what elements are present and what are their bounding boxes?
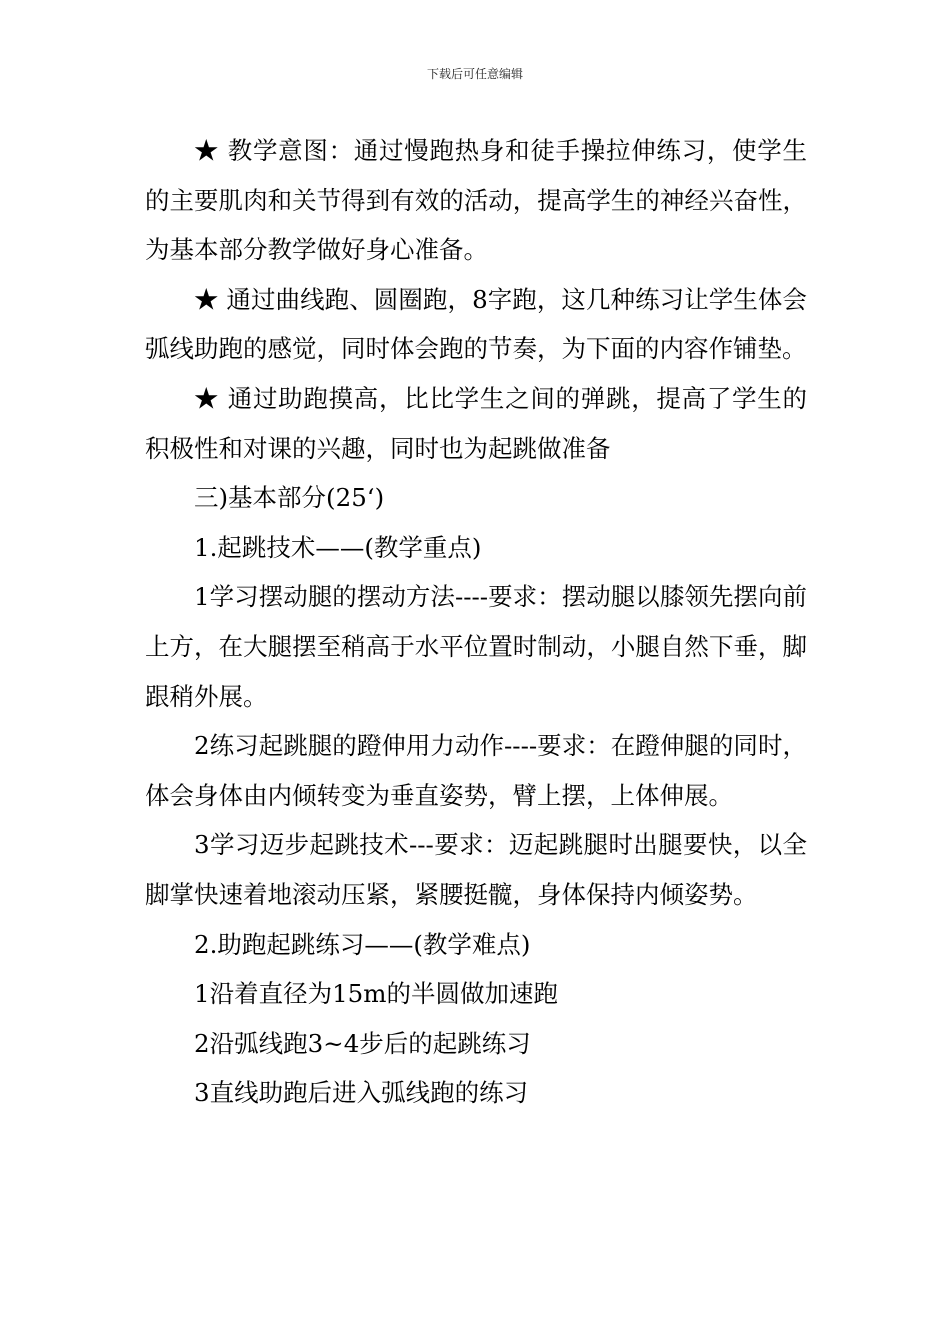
list-item-semicircle-run: 1沿着直径为15m的半圆做加速跑 [194,979,558,1009]
list-item-swing-leg: 1学习摆动腿的摆动方法----要求：摆动腿以膝领先摆向前上方，在大腿摆至稍高于水平位置时制动，小腿自然下垂，脚跟稍外展。 [145,582,807,711]
subheading-takeoff-technique: 1.起跳技术——(教学重点) [194,532,482,562]
list-item-takeoff-leg: 2练习起跳腿的蹬伸用力动作----要求：在蹬伸腿的同时，体会身体由内倾转变为垂直姿势，臂上摆，上体伸展。 [145,731,807,810]
paragraph-run-up-touch: ★ 通过助跑摸高，比比学生之间的弹跳，提高了学生的积极性和对课的兴趣，同时也为起跳做准备 [145,383,807,463]
list-item-arc-run-takeoff: 2沿弧线跑3~4步后的起跳练习 [194,1028,531,1058]
list-item-straight-to-arc: 3直线助跑后进入弧线跑的练习 [194,1078,529,1108]
section-heading-basic-part: 三)基本部分(25‘) [194,483,385,513]
subheading-run-up-takeoff: 2.助跑起跳练习——(教学难点) [194,929,531,959]
list-item-step-takeoff: 3学习迈步起跳技术---要求：迈起跳腿时出腿要快，以全脚掌快速着地滚动压紧，紧腰挺髋，身体保持内倾姿势。 [145,830,807,909]
document-body [145,126,807,1118]
paragraph-curve-running: ★ 通过曲线跑、圆圈跑，8字跑，这几种练习让学生体会弧线助跑的感觉，同时体会跑的节奏，为下面的内容作铺垫。 [145,284,807,364]
page-header: 下载后可任意编辑 [426,67,523,81]
paragraph-teaching-intent: ★ 教学意图：通过慢跑热身和徒手操拉伸练习，使学生的主要肌肉和关节得到有效的活动，提高学生的神经兴奋性，为基本部分教学做好身心准备。 [145,136,807,265]
